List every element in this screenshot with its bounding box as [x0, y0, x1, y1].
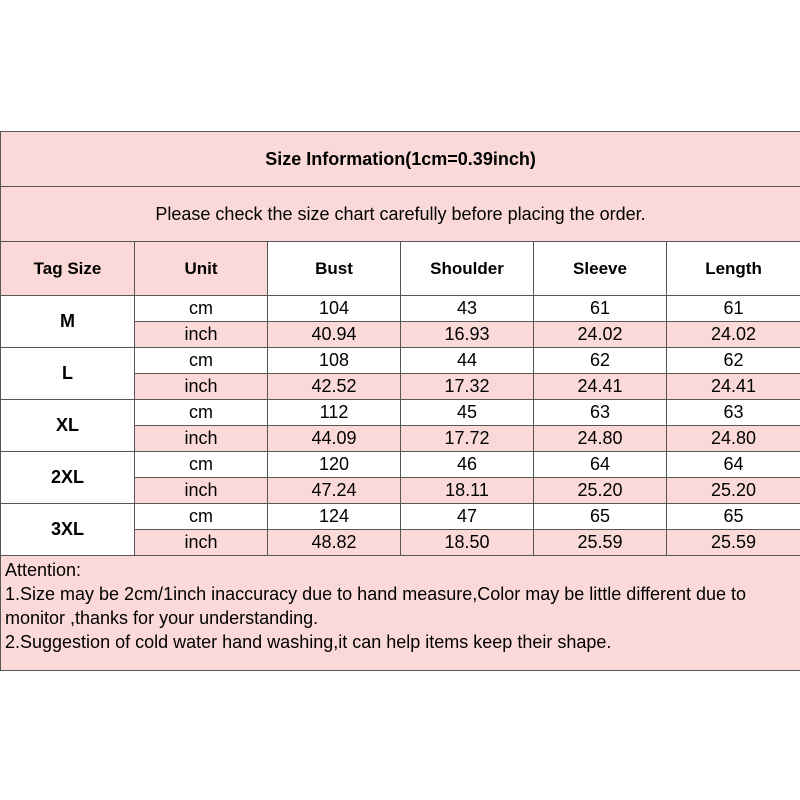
unit-cell: cm — [135, 504, 268, 530]
header-unit: Unit — [135, 242, 268, 296]
bust-cell: 124 — [268, 504, 401, 530]
sleeve-cell: 64 — [534, 452, 667, 478]
shoulder-cell: 16.93 — [401, 322, 534, 348]
size-tag: 2XL — [1, 452, 135, 504]
header-tag-size: Tag Size — [1, 242, 135, 296]
table-row — [1, 348, 800, 374]
shoulder-cell: 46 — [401, 452, 534, 478]
bust-cell: 108 — [268, 348, 401, 374]
unit-cell: cm — [135, 348, 268, 374]
shoulder-cell: 47 — [401, 504, 534, 530]
bust-cell: 120 — [268, 452, 401, 478]
length-cell: 25.59 — [667, 530, 800, 556]
size-chart — [0, 131, 800, 671]
header-row — [1, 242, 800, 296]
shoulder-cell: 18.11 — [401, 478, 534, 504]
sleeve-cell: 65 — [534, 504, 667, 530]
sleeve-cell: 63 — [534, 400, 667, 426]
size-tag: L — [1, 348, 135, 400]
bust-cell: 104 — [268, 296, 401, 322]
notes-line-1b: monitor ,thanks for your understanding. — [5, 608, 319, 628]
unit-cell: cm — [135, 296, 268, 322]
bust-cell: 42.52 — [268, 374, 401, 400]
unit-cell: inch — [135, 530, 268, 556]
bust-cell: 44.09 — [268, 426, 401, 452]
sleeve-cell: 25.20 — [534, 478, 667, 504]
shoulder-cell: 44 — [401, 348, 534, 374]
unit-cell: cm — [135, 452, 268, 478]
length-cell: 61 — [667, 296, 800, 322]
sleeve-cell: 24.41 — [534, 374, 667, 400]
unit-cell: inch — [135, 426, 268, 452]
length-cell: 64 — [667, 452, 800, 478]
sleeve-cell: 24.80 — [534, 426, 667, 452]
bust-cell: 40.94 — [268, 322, 401, 348]
length-cell: 24.02 — [667, 322, 800, 348]
unit-cell: inch — [135, 478, 268, 504]
header-length: Length — [667, 242, 800, 296]
length-cell: 24.41 — [667, 374, 800, 400]
bust-cell: 47.24 — [268, 478, 401, 504]
sleeve-cell: 61 — [534, 296, 667, 322]
sleeve-cell: 62 — [534, 348, 667, 374]
unit-cell: inch — [135, 374, 268, 400]
table-row — [1, 296, 800, 322]
length-cell: 63 — [667, 400, 800, 426]
table-row — [1, 504, 800, 530]
bust-cell: 112 — [268, 400, 401, 426]
length-cell: 62 — [667, 348, 800, 374]
notes-line-1a: 1.Size may be 2cm/1inch inaccuracy due to hand measure,Color may be little different due to — [5, 584, 747, 604]
table-row — [1, 400, 800, 426]
notes-line-2: 2.Suggestion of cold water hand washing,it can help items keep their shape. — [5, 632, 612, 652]
shoulder-cell: 45 — [401, 400, 534, 426]
header-shoulder: Shoulder — [401, 242, 534, 296]
notes-heading: Attention: — [5, 560, 82, 580]
header-sleeve: Sleeve — [534, 242, 667, 296]
attention-notes — [1, 556, 800, 671]
size-table — [0, 131, 800, 671]
shoulder-cell: 43 — [401, 296, 534, 322]
shoulder-cell: 18.50 — [401, 530, 534, 556]
unit-cell: inch — [135, 322, 268, 348]
length-cell: 25.20 — [667, 478, 800, 504]
length-cell: 65 — [667, 504, 800, 530]
shoulder-cell: 17.72 — [401, 426, 534, 452]
shoulder-cell: 17.32 — [401, 374, 534, 400]
sleeve-cell: 24.02 — [534, 322, 667, 348]
header-bust: Bust — [268, 242, 401, 296]
bust-cell: 48.82 — [268, 530, 401, 556]
unit-cell: cm — [135, 400, 268, 426]
sleeve-cell: 25.59 — [534, 530, 667, 556]
table-row — [1, 452, 800, 478]
size-tag: 3XL — [1, 504, 135, 556]
size-tag: XL — [1, 400, 135, 452]
chart-subtitle: Please check the size chart carefully before placing the order. — [1, 187, 800, 242]
length-cell: 24.80 — [667, 426, 800, 452]
chart-title: Size Information(1cm=0.39inch) — [1, 132, 800, 187]
size-tag: M — [1, 296, 135, 348]
